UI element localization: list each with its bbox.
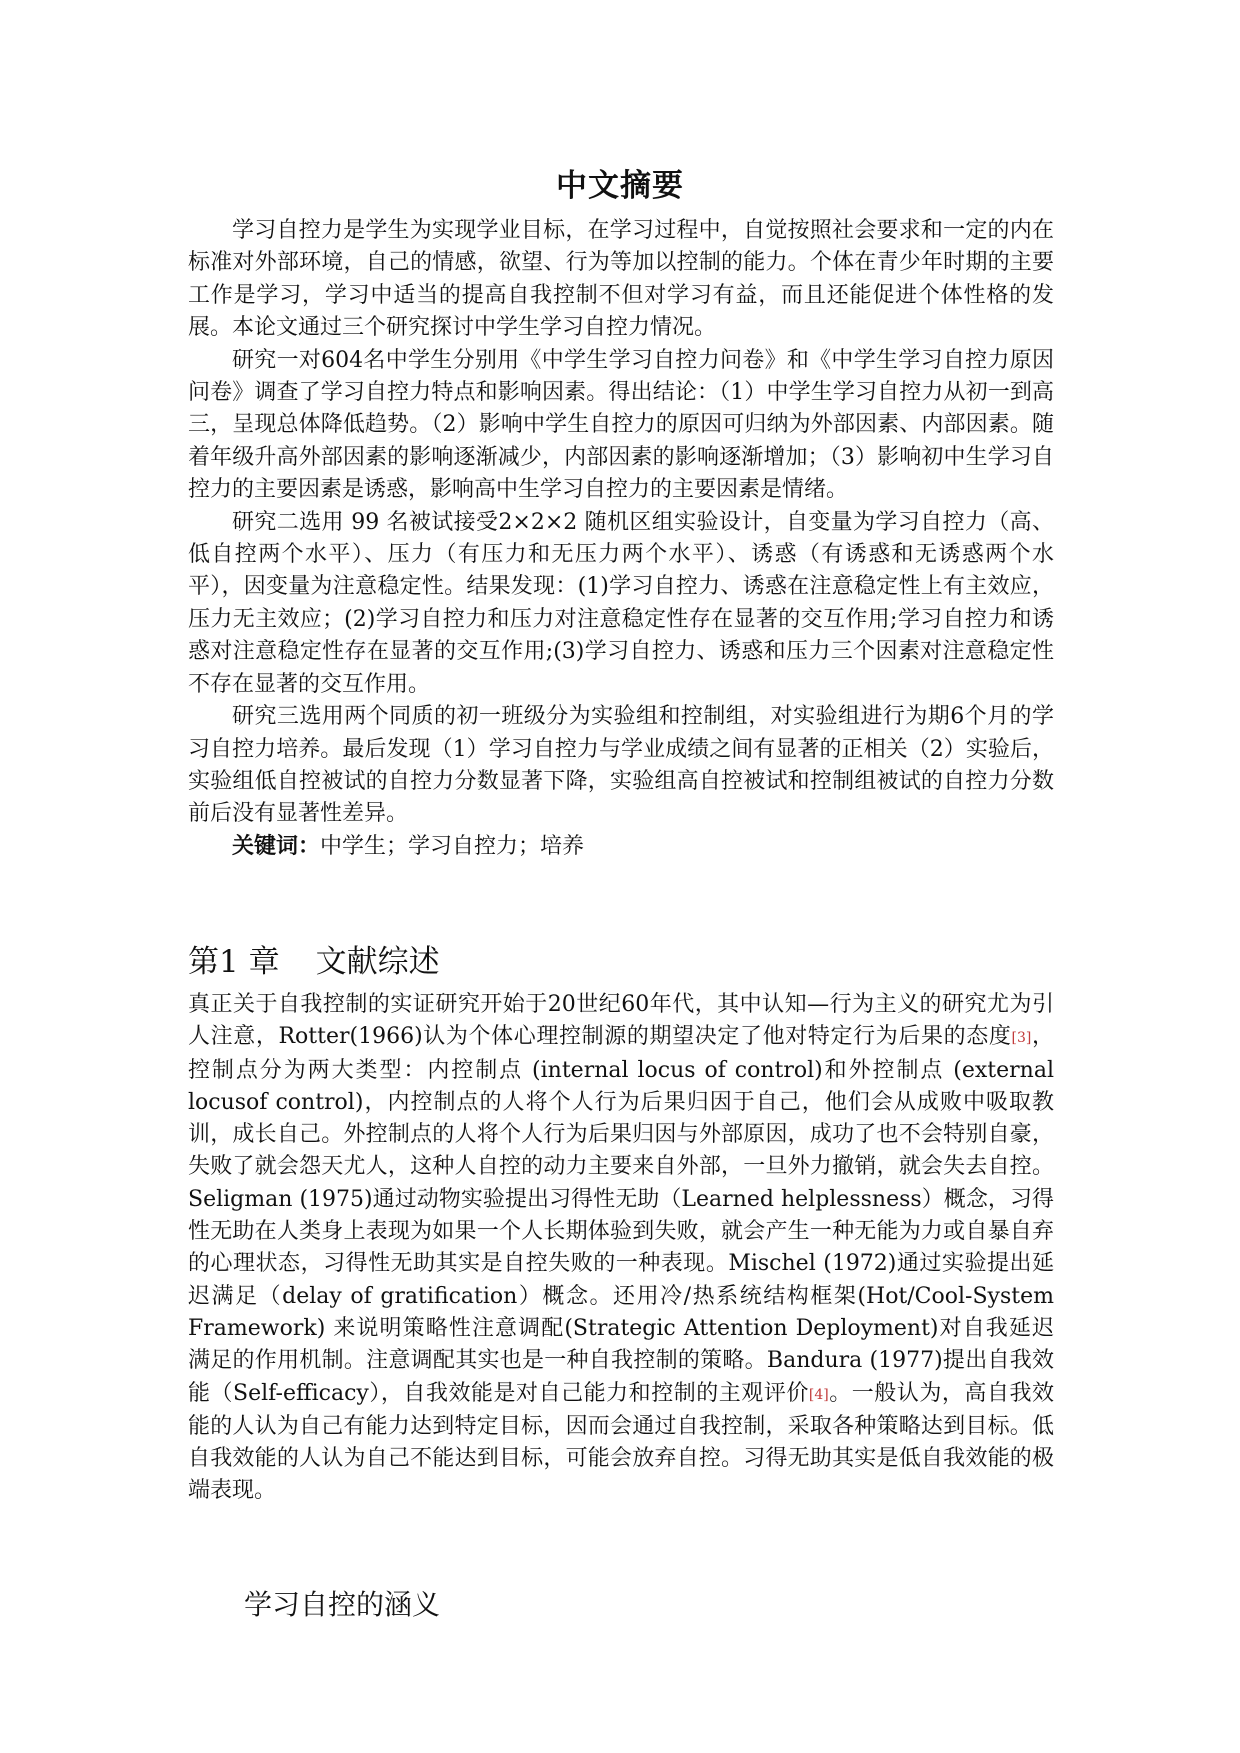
citation-link-3[interactable]: [3] bbox=[1011, 1030, 1032, 1047]
chapter-body-part-3: 。一般认为，高自我效能的人认为自己有能力达到特定目标，因而会通过自我控制，采取各种策略达到目标。低自我效能的人认为自己不能达到目标，可能会放弃自控。习得无助其实是低自我效能的极端表现。 bbox=[188, 1380, 1054, 1504]
subsection-title: 学习自控的涵义 bbox=[244, 1588, 441, 1621]
chapter-body-part-2: ，控制点分为两大类型：内控制点 (internal locus of control)和外控制点 (external locusof control)，内控制点的人将个人行为后果归因于自己，他们会从成败中吸取教训，成长自己。外控制点的人将个人行为后果归因与外部原因，成功了也不会特别自豪，失败了就会怨天尤人，这种人自控的动力主要来自外部，一旦外力撤销，就会失去自控。Seligman (1975)通过动物实验提出习得性无助（Learned helplessness）概念，习得性无助在人类身上表现为如果一个人长期体验到失败，就会产生一种无能为力或自暴自弃的心理状态，习得性无助其实是自控失败的一种表现。Mischel (1972)通过实验提出延迟满足（delay of gratification）概念。还用冷/热系统结构框架(Hot/Cool-System Framework) 来说明策略性注意调配(Strategic Attention Deployment)对自我延迟满足的作用机制。注意调配其实也是一种自我控制的策略。Bandura (1977)提出自我效能（Self-efficacy），自我效能是对自己能力和控制的主观评价 bbox=[188, 1024, 1054, 1406]
abstract-paragraph-3: 研究二选用 99 名被试接受2×2×2 随机区组实验设计，自变量为学习自控力（高、低自控两个水平）、压力（有压力和无压力两个水平）、诱惑（有诱惑和无诱惑两个水平），因变量为注意稳定性。结果发现：(1)学习自控力、诱惑在注意稳定性上有主效应，压力无主效应；(2)学习自控力和压力对注意稳定性存在显著的交互作用;学习自控力和诱惑对注意稳定性存在显著的交互作用;(3)学习自控力、诱惑和压力三个因素对注意稳定性不存在显著的交互作用。 bbox=[188, 509, 1054, 697]
chapter-body-part-1: 真正关于自我控制的实证研究开始于20世纪60年代，其中认知—行为主义的研究尤为引人注意，Rotter(1966)认为个体心理控制源的期望决定了他对特定行为后果的态度 bbox=[188, 992, 1054, 1050]
chapter-body bbox=[188, 989, 1054, 1508]
citation-link-4[interactable]: [4] bbox=[808, 1386, 829, 1403]
chapter-name: 文献综述 bbox=[315, 944, 440, 980]
keywords-text: 中学生；学习自控力；培养 bbox=[320, 833, 585, 859]
abstract-paragraph-2: 研究一对604名中学生分别用《中学生学习自控力问卷》和《中学生学习自控力原因问卷》调查了学习自控力特点和影响因素。得出结论：（1）中学生学习自控力从初一到高三，呈现总体降低趋势。（2）影响中学生自控力的原因可归纳为外部因素、内部因素。随着年级升高外部因素的影响逐渐减少，内部因素的影响逐渐增加；（3）影响初中生学习自控力的主要因素是诱惑，影响高中生学习自控力的主要因素是情绪。 bbox=[188, 347, 1055, 503]
chapter-number: 第1 章 bbox=[188, 944, 280, 980]
keywords-label: 关键词： bbox=[232, 833, 321, 859]
abstract-paragraph-1: 学习自控力是学生为实现学业目标，在学习过程中，自觉按照社会要求和一定的内在标准对外部环境，自己的情感，欲望、行为等加以控制的能力。个体在青少年时期的主要工作是学习，学习中适当的提高自我控制不但对学习有益，而且还能促进个体性格的发展。本论文通过三个研究探讨中学生学习自控力情况。 bbox=[188, 218, 1054, 341]
abstract-paragraph-4: 研究三选用两个同质的初一班级分为实验组和控制组，对实验组进行为期6个月的学习自控力培养。最后发现（1）学习自控力与学业成绩之间有显著的正相关（2）实验后，实验组低自控被试的自控力分数显著下降，实验组高自控被试和控制组被试的自控力分数前后没有显著性差异。 bbox=[188, 704, 1054, 827]
keywords-line bbox=[188, 831, 1054, 863]
abstract-title: 中文摘要 bbox=[556, 168, 684, 204]
chapter-title bbox=[188, 936, 440, 981]
abstract-body bbox=[188, 215, 1054, 863]
